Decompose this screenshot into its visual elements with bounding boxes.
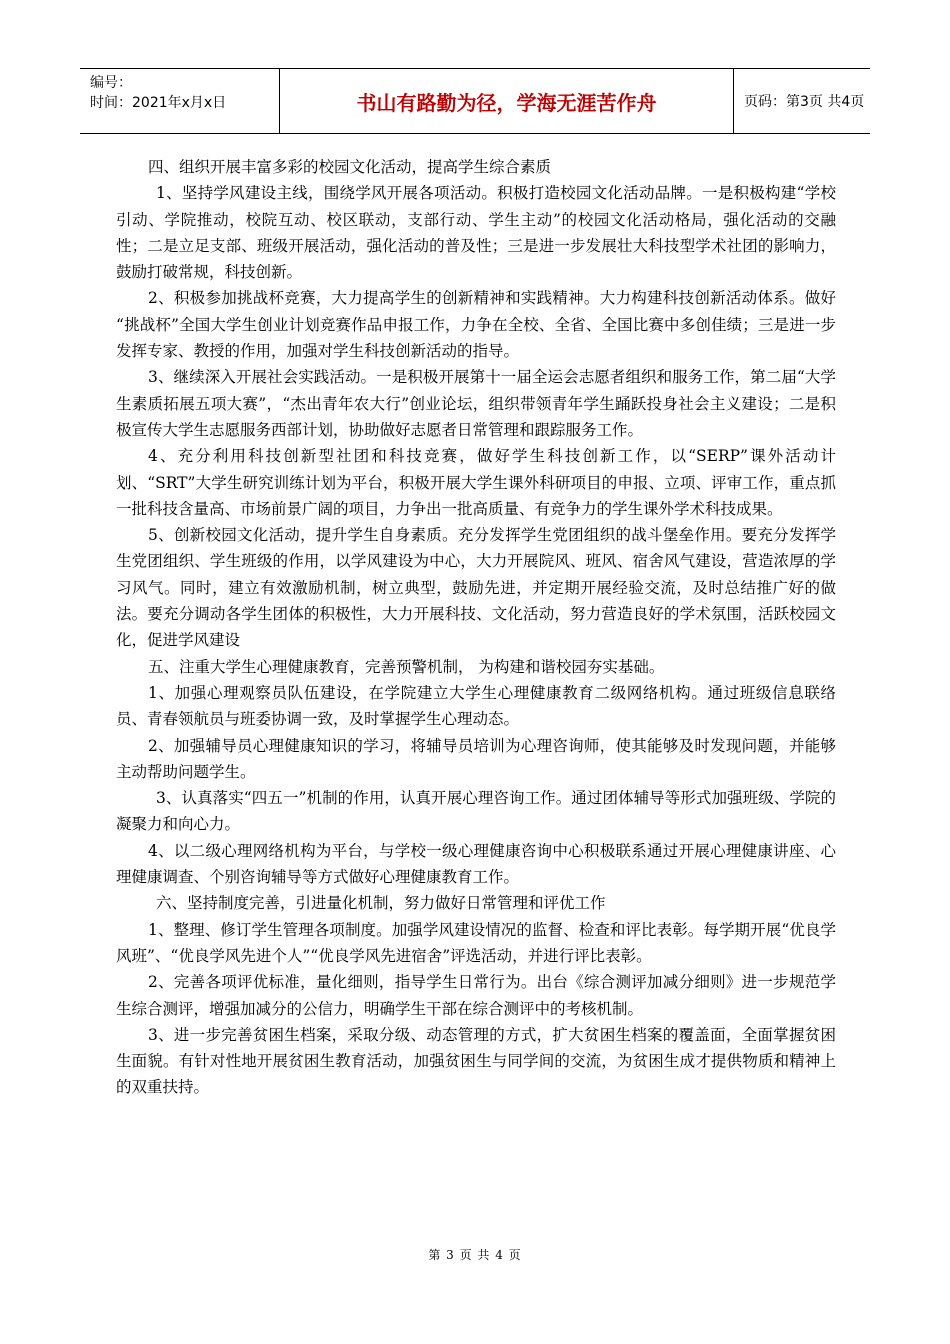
body-paragraph: 六、坚持制度完善，引进量化机制，努力做好日常管理和评优工作 xyxy=(156,894,606,913)
body-paragraph: 3、进一步完善贫困生档案，采取分级、动态管理的方式，扩大贫困生档案的覆盖面，全面掌握贫困生面貌。有针对性地开展贫困生教育活动，加强贫困生与同学间的交流，为贫困生成才提供物质和精神上的双重扶持。 xyxy=(116,1025,836,1097)
body-paragraph: 3、继续深入开展社会实践活动。一是积极开展第十一届全运会志愿者组织和服务工作，第二届“大学生素质拓展五项大赛”，“杰出青年农大行”创业论坛，组织带领青年学生踊跃投身社会主义建设；二是积极宣传大学生志愿服务西部计划，协助做好志愿者日常管理和跟踪服务工作。 xyxy=(116,368,836,439)
body-paragraph: 4、充分利用科技创新型社团和科技竞赛，做好学生科技创新工作，以“SERP”课外活动计划、“SRT”大学生研究训练计划为平台，积极开展大学生课外科研项目的申报、立项、评审工作，重点抓一批科技含量高、市场前景广阔的项目，力争出一批高质量、有竞争力的学生课外学术科技成果。 xyxy=(116,447,836,518)
body-paragraph: 2、完善各项评优标准，量化细则，指导学生日常行为。出台《综合测评加减分细则》进一步规范学生综合测评，增强加减分的公信力，明确学生干部在综合测评中的考核机制。 xyxy=(116,973,836,1018)
body-paragraph: 1、整理、修订学生管理各项制度。加强学风建设情况的监督、检查和评比表彰。每学期开展“优良学风班”、“优良学风先进个人”“优良学风先进宿舍”评选活动，并进行评比表彰。 xyxy=(116,920,836,965)
body-paragraph: 2、积极参加挑战杯竞赛，大力提高学生的创新精神和实践精神。大力构建科技创新活动体系。做好 “挑战杯”全国大学生创业计划竞赛作品申报工作，力争在全校、全省、全国比赛中多创佳绩；三是进一步发挥专家、教授的作用，加强对学生科技创新活动的指导。 xyxy=(116,289,836,361)
page-header xyxy=(80,68,870,134)
body-paragraph: 1、坚持学风建设主线，围绕学风开展各项活动。积极打造校园文化活动品牌。一是积极构建“学校引动、学院推动，校院互动、校区联动，支部行动、学生主动”的校园文化活动格局，强化活动的交融性；二是立足支部、班级开展活动，强化活动的普及性；三是进一步发展壮大科技型学术社团的影响力，鼓励打破常规，科技创新。 xyxy=(116,184,836,282)
body-paragraph: 1、加强心理观察员队伍建设，在学院建立大学生心理健康教育二级网络机构。通过班级信息联络员、青春领航员与班委协调一致，及时掌握学生心理动态。 xyxy=(116,683,836,729)
document-body xyxy=(116,154,836,1101)
header-meta xyxy=(80,69,280,133)
document-time-label: 时间：2021年x月x日 xyxy=(90,95,227,111)
body-paragraph: 2、加强辅导员心理健康知识的学习，将辅导员培训为心理咨询师，使其能够及时发现问题，并能够主动帮助问题学生。 xyxy=(116,736,836,781)
header-motto: 书山有路勤为径，学海无涯苦作舟 xyxy=(280,69,734,133)
document-number-label: 编号： xyxy=(90,75,132,91)
page-footer: 第 3 页 共 4 页 xyxy=(428,1248,522,1262)
body-paragraph: 五、注重大学生心理健康教育，完善预警机制， 为构建和谐校园夯实基础。 xyxy=(148,657,665,676)
header-page-number: 页码：第3页 共4页 xyxy=(744,94,865,110)
body-paragraph: 四、组织开展丰富多彩的校园文化活动，提高学生综合素质 xyxy=(148,158,552,176)
body-paragraph: 4、以二级心理网络机构为平台，与学校一级心理健康咨询中心积极联系通过开展心理健康讲座、心理健康调查、个别咨询辅导等方式做好心理健康教育工作。 xyxy=(116,841,836,887)
body-paragraph: 5、创新校园文化活动，提升学生自身素质。充分发挥学生党团组织的战斗堡垒作用。要充分发挥学生党团组织、学生班级的作用，以学风建设为中心，大力开展院风、班风、宿舍风气建设，营造浓厚的学习风气。同时，建立有效激励机制，树立典型，鼓励先进，并定期开展经验交流，及时总结推广好的做法。要充分调动各学生团体的积极性，大力开展科技、文化活动，努力营造良好的学术氛围，活跃校园文化，促进学风建设 xyxy=(116,526,836,650)
body-paragraph: 3、认真落实“四五一”机制的作用，认真开展心理咨询工作。通过团体辅导等形式加强班级、学院的凝聚力和向心力。 xyxy=(116,789,836,834)
